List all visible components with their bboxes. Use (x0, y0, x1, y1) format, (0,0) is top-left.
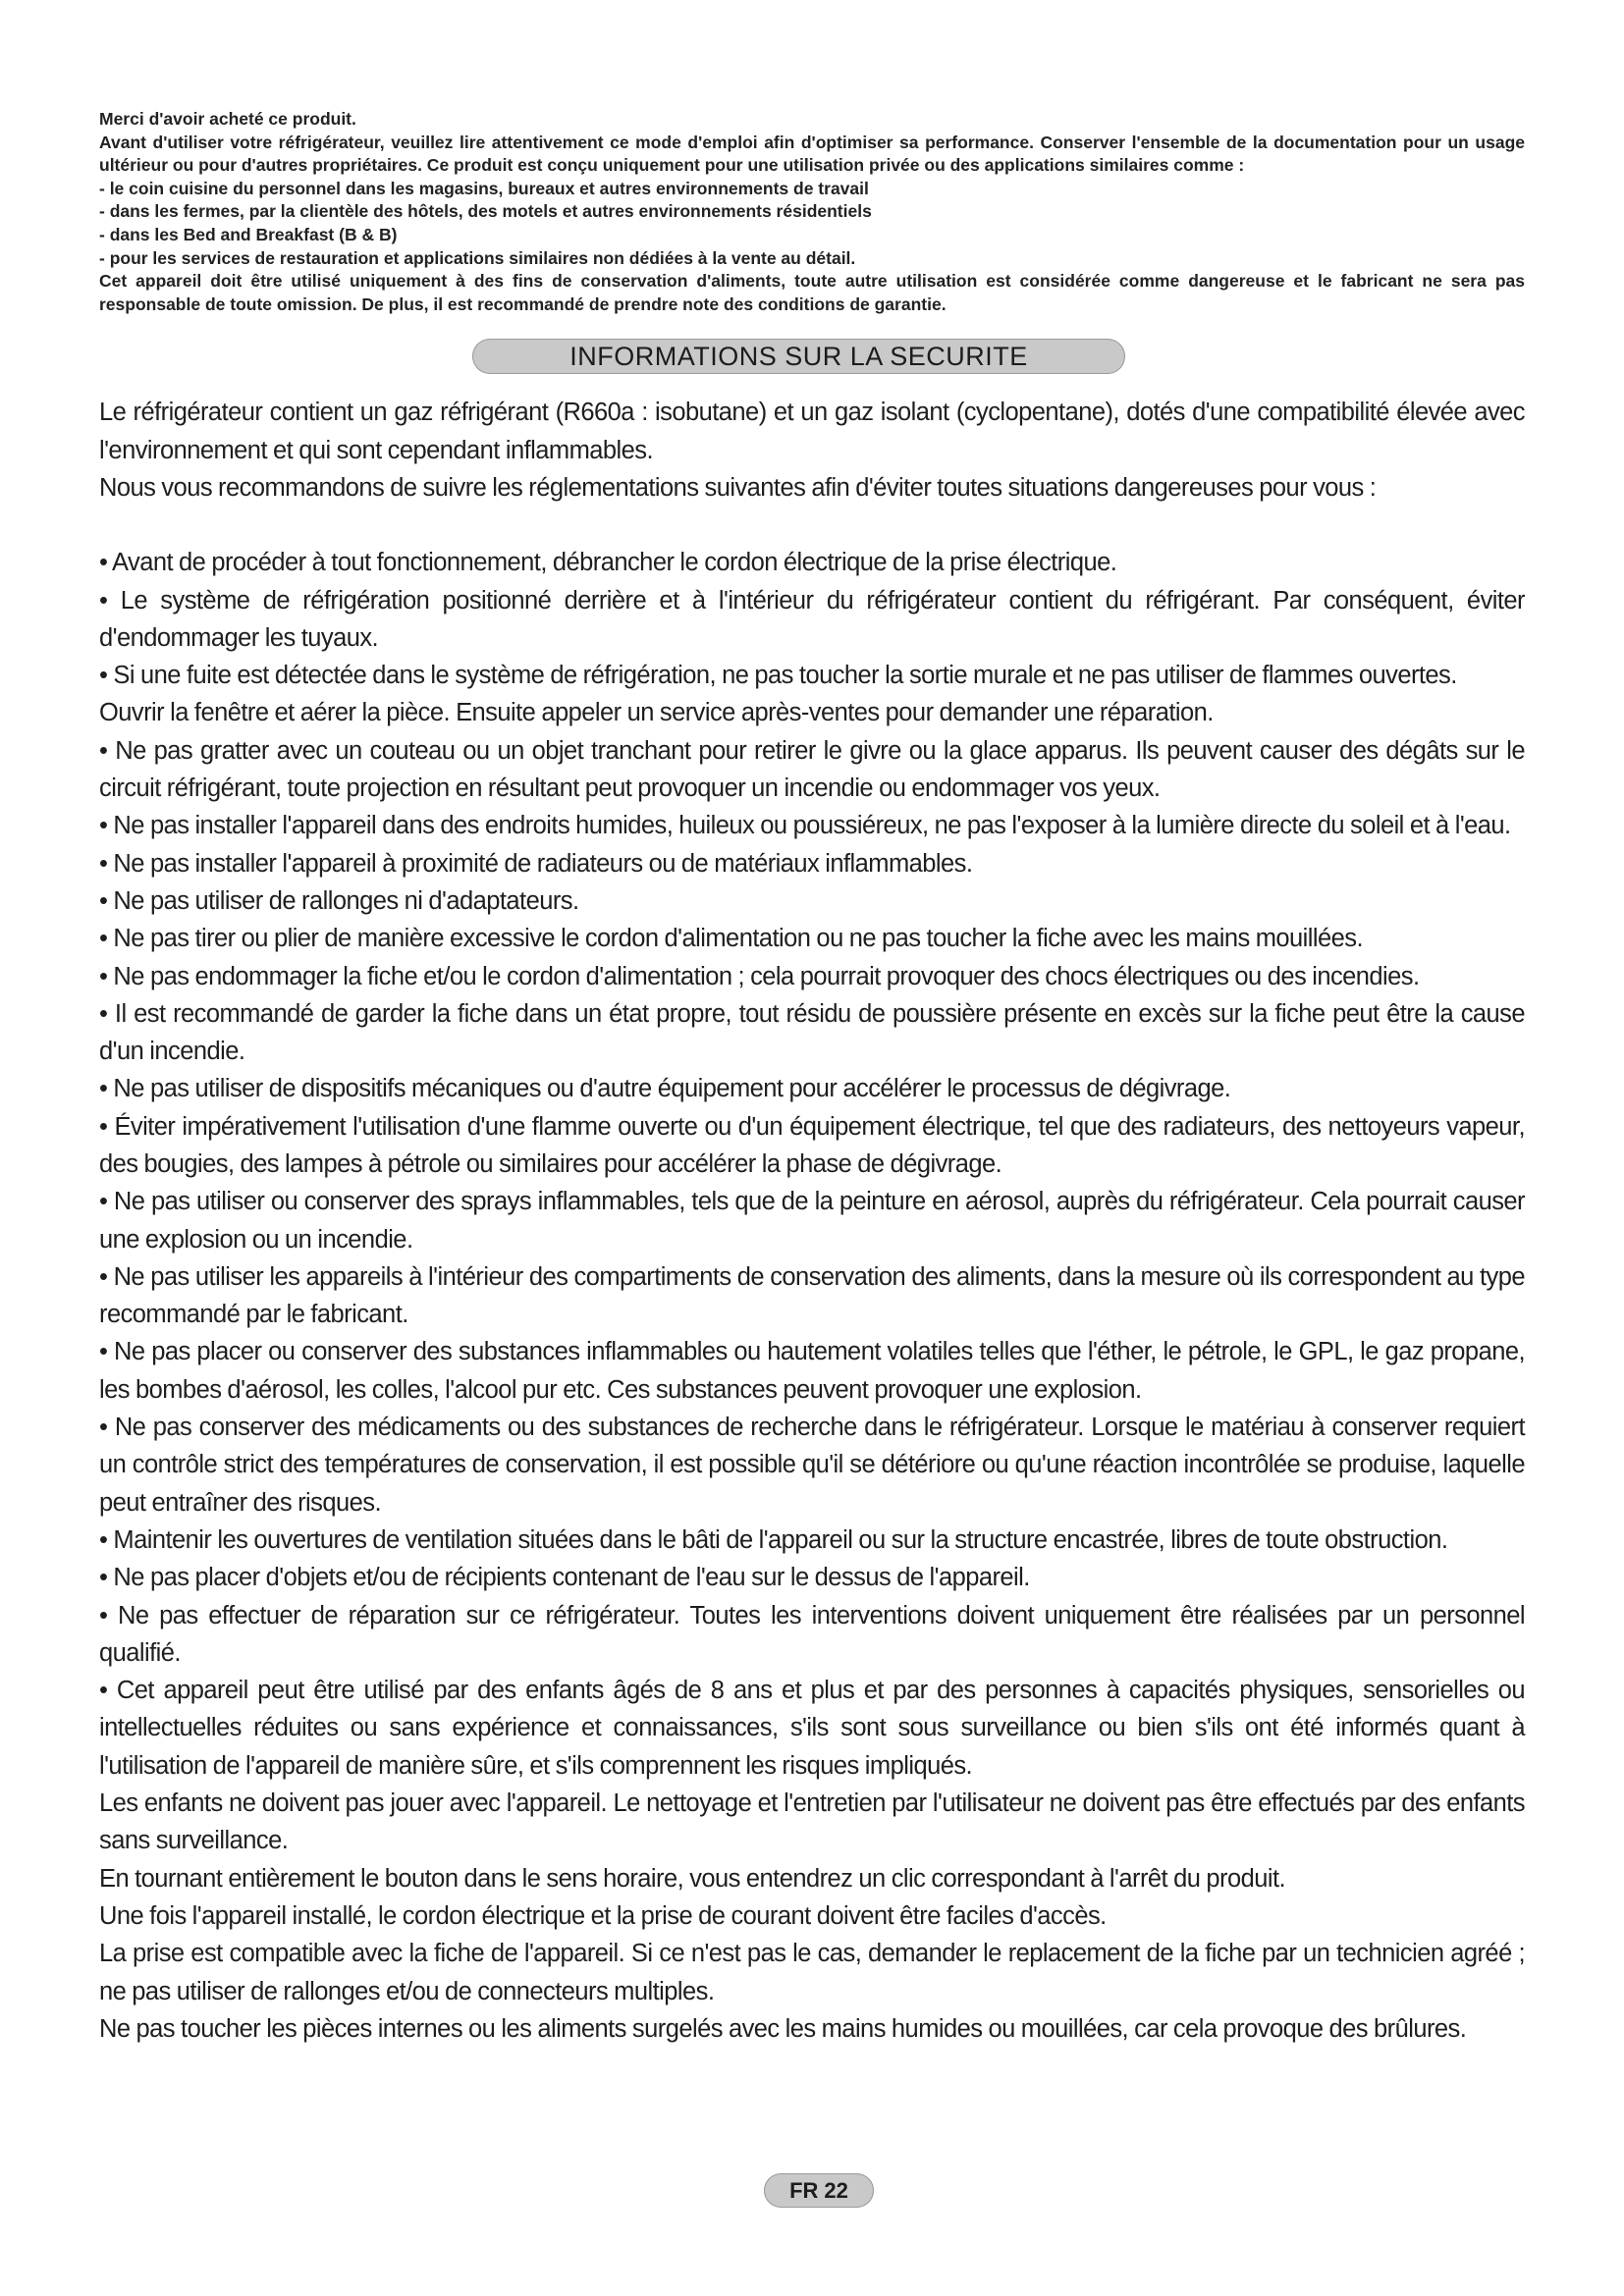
intro-block (99, 108, 1525, 316)
intro-list-item: - le coin cuisine du personnel dans les magasins, bureaux et autres environnements de travail (99, 178, 869, 198)
safety-paragraph: Nous vous recommandons de suivre les réglementations suivantes afin d'éviter toutes situations dangereuses pour vous : (99, 473, 1377, 502)
safety-item: La prise est compatible avec la fiche de l'appareil. Si ce n'est pas le cas, demander le replacement de la fiche par un technicien agréé ; ne pas utiliser de rallonges et/ou de connecteurs multiples. (99, 1940, 1525, 2005)
safety-body (99, 394, 1525, 2048)
safety-item: • Il est recommandé de garder la fiche dans un état propre, tout résidu de poussière présente en excès sur la fiche peut être la cause d'un incendie. (99, 999, 1525, 1066)
safety-item: • Ne pas placer d'objets et/ou de récipients contenant de l'eau sur le dessus de l'appareil. (99, 1564, 1030, 1592)
intro-list-item: - dans les fermes, par la clientèle des hôtels, des motels et autres environnements résidentiels (99, 201, 872, 222)
safety-item: Ne pas toucher les pièces internes ou les aliments surgelés avec les mains humides ou mouillées, car cela provoque des brûlures. (99, 2014, 1467, 2043)
safety-item: • Ne pas utiliser ou conserver des sprays inflammables, tels que de la peinture en aérosol, auprès du réfrigérateur. Cela pourrait causer une explosion ou un incendie. (99, 1188, 1525, 1254)
page-number: 22 (824, 2177, 848, 2203)
intro-thanks: Merci d'avoir acheté ce produit. (99, 109, 356, 129)
safety-item: Une fois l'appareil installé, le cordon électrique et la prise de courant doivent être faciles d'accès. (99, 1901, 1107, 1930)
section-title: INFORMATIONS SUR LA SECURITE (472, 339, 1125, 374)
safety-item: • Ne pas installer l'appareil à proximité de radiateurs ou de matériaux inflammables. (99, 849, 973, 878)
safety-item: • Ne pas tirer ou plier de manière excessive le cordon d'alimentation ou ne pas toucher la fiche avec les mains mouillées. (99, 925, 1363, 953)
safety-item: • Ne pas gratter avec un couteau ou un objet tranchant pour retirer le givre ou la glace apparus. Ils peuvent causer des dégâts sur le circuit réfrigérant, toute projection en résultant peut provoquer un incendie ou endommager vos yeux. (99, 736, 1525, 803)
page (99, 108, 1525, 2048)
safety-item: • Avant de procéder à tout fonctionnement, débrancher le cordon électrique de la prise électrique. (99, 549, 1117, 577)
intro-list-item: - dans les Bed and Breakfast (B & B) (99, 224, 398, 244)
page-number-badge (764, 2173, 874, 2208)
intro-usage-paragraph: Avant d'utiliser votre réfrigérateur, veuillez lire attentivement ce mode d'emploi afin d'optimiser sa performance. Conserver l'ensemble de la documentation pour un usage ultérieur ou pour d'autres propriétaires. Ce produit est conçu uniquement pour une utilisation privée ou des applications similaires comme : (99, 132, 1525, 176)
language-code: FR (789, 2177, 819, 2203)
safety-item: En tournant entièrement le bouton dans le sens horaire, vous entendrez un clic correspondant à l'arrêt du produit. (99, 1864, 1286, 1893)
safety-item: • Ne pas utiliser de dispositifs mécaniques ou d'autre équipement pour accélérer le processus de dégivrage. (99, 1075, 1231, 1103)
safety-item: • Le système de réfrigération positionné derrière et à l'intérieur du réfrigérateur contient du réfrigérant. Par conséquent, éviter d'endommager les tuyaux. (99, 586, 1525, 652)
intro-list-item: - pour les services de restauration et applications similaires non dédiées à la vente au détail. (99, 247, 856, 268)
intro-disclaimer: Cet appareil doit être utilisé uniquement à des fins de conservation d'aliments, toute autre utilisation est considérée comme dangereuse et le fabricant ne sera pas responsable de toute omission. De plus, il est recommandé de prendre note des conditions de garantie. (99, 271, 1525, 314)
safety-item: • Ne pas placer ou conserver des substances inflammables ou hautement volatiles telles que l'éther, le pétrole, le GPL, le gaz propane, les bombes d'aérosol, les colles, l'alcool pur etc. Ces substances peuvent provoquer une explosion. (99, 1338, 1525, 1404)
safety-item: • Ne pas effectuer de réparation sur ce réfrigérateur. Toutes les interventions doivent uniquement être réalisées par un personnel qualifié. (99, 1601, 1525, 1667)
paragraph-gap (99, 507, 1525, 544)
safety-item: Ouvrir la fenêtre et aérer la pièce. Ensuite appeler un service après-ventes pour demander une réparation. (99, 699, 1214, 727)
safety-item: • Ne pas conserver des médicaments ou des substances de recherche dans le réfrigérateur. Lorsque le matériau à conserver requiert un contrôle strict des températures de conservation, il est possible qu'il se détériore ou qu'une réaction incontrôlée se produise, laquelle peut entraîner des risques. (99, 1414, 1525, 1517)
safety-item: • Ne pas endommager la fiche et/ou le cordon d'alimentation ; cela pourrait provoquer des chocs électriques ou des incendies. (99, 962, 1420, 990)
safety-item: • Ne pas utiliser de rallonges ni d'adaptateurs. (99, 886, 579, 915)
safety-item: • Éviter impérativement l'utilisation d'une flamme ouverte ou d'un équipement électrique, tel que des radiateurs, des nettoyeurs vapeur, des bougies, des lampes à pétrole ou similaires pour accélérer la phase de dégivrage. (99, 1112, 1525, 1178)
safety-item: Les enfants ne doivent pas jouer avec l'appareil. Le nettoyage et l'entretien par l'utilisateur ne doivent pas être effectués par des enfants sans surveillance. (99, 1789, 1525, 1855)
section-header (99, 339, 1525, 376)
safety-item: • Ne pas utiliser les appareils à l'intérieur des compartiments de conservation des aliments, dans la mesure où ils correspondent au type recommandé par le fabricant. (99, 1262, 1525, 1329)
safety-item: • Maintenir les ouvertures de ventilation situées dans le bâti de l'appareil ou sur la structure encastrée, libres de toute obstruction. (99, 1525, 1448, 1554)
safety-item: • Si une fuite est détectée dans le système de réfrigération, ne pas toucher la sortie murale et ne pas utiliser de flammes ouvertes. (99, 662, 1457, 690)
safety-item: • Ne pas installer l'appareil dans des endroits humides, huileux ou poussiéreux, ne pas l'exposer à la lumière directe du soleil et à l'eau. (99, 812, 1511, 840)
safety-paragraph: Le réfrigérateur contient un gaz réfrigérant (R660a : isobutane) et un gaz isolant (cyclopentane), dotés d'une compatibilité élevée avec l'environnement et qui sont cependant inflammables. (99, 399, 1525, 464)
safety-item: • Cet appareil peut être utilisé par des enfants âgés de 8 ans et plus et par des personnes à capacités physiques, sensorielles ou intellectuelles réduites ou sans expérience et connaissances, s'ils sont sous surveillance ou bien s'ils ont été informés quant à l'utilisation de l'appareil de manière sûre, et s'ils comprennent les risques impliqués. (99, 1677, 1525, 1780)
